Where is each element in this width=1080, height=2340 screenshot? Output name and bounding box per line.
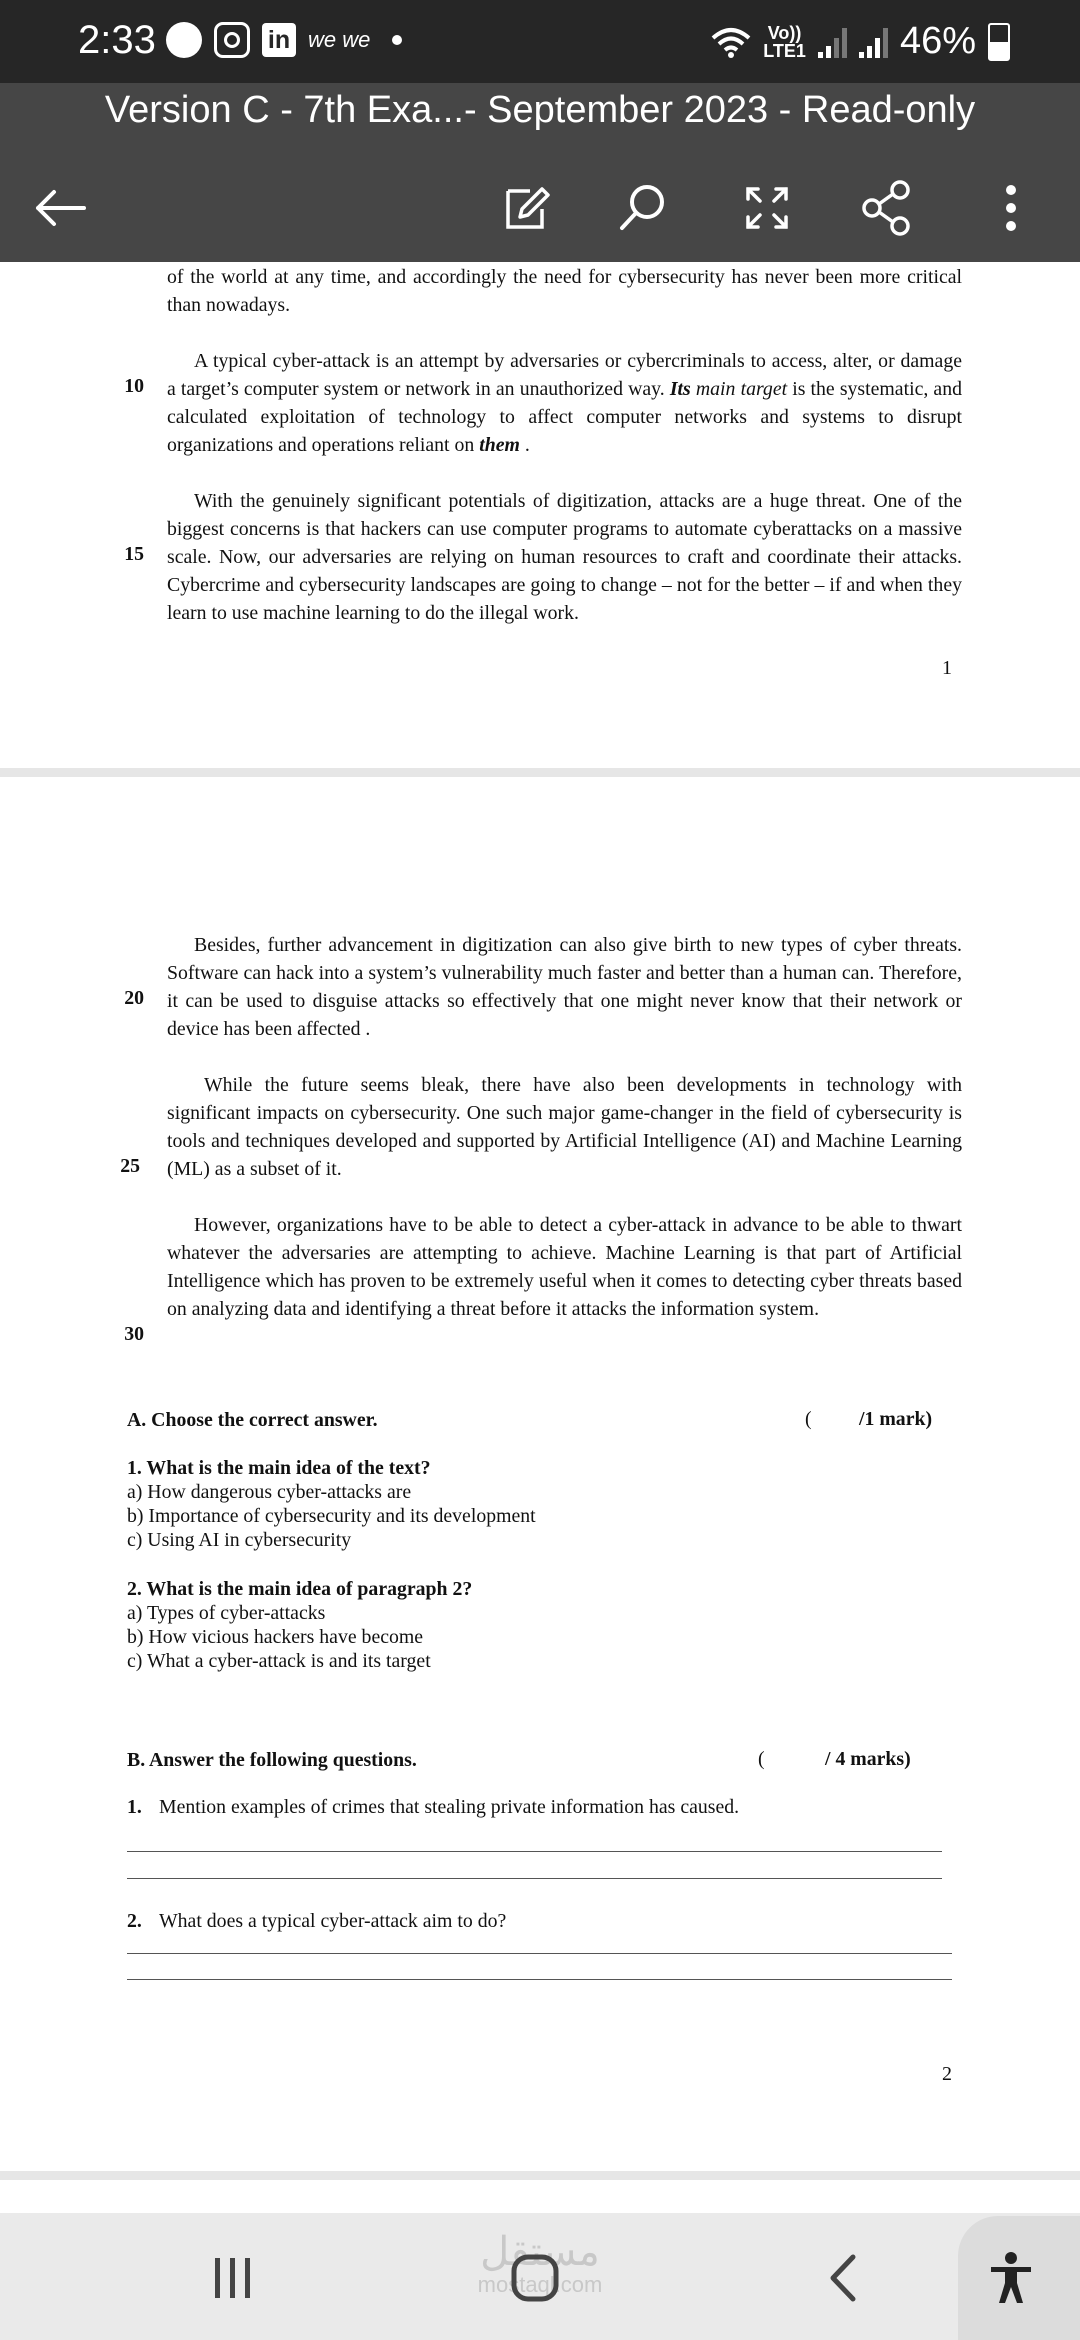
answer-line [127,1878,942,1879]
line-number-10: 10 [124,375,144,397]
wifi-icon [711,26,751,58]
paragraph-6: However, organizations have to be able to detect a cyber-attack in advance to be able to thwart whatever the adversaries are attempting to achieve. Machine Learning is that part of Artificial Intelligence which has proven to be extremely useful when it comes to detecting cyber threats based on analyzing data and identifying a threat before it attacks the information system. [167,1214,962,1320]
volte-indicator: Vo)) LTE1 [763,22,806,61]
share-icon[interactable] [851,173,921,243]
line-number-15: 15 [124,543,144,565]
option-a2-c: c) What a cyber-attack is and its target [127,1650,431,1672]
watermark: مستقل mostaql.com [477,2230,603,2297]
back-icon[interactable] [797,2233,887,2323]
page-separator [0,2171,1080,2180]
answer-line [127,1953,952,1954]
edit-icon[interactable] [492,173,562,243]
app-toolbar [0,83,1080,262]
paragraph-2: A typical cyber-attack is an attempt by adversaries or cybercriminals to access, alter, or damage a target’s computer system or network in an unauthorized way. Its main target is the systematic, and calculated exploitation of technology to affect computer networks and systems to disrupt organizations and operations reliant on them . [167,350,962,456]
question-b1-text: Mention examples of crimes that stealing private information has caused. [159,1796,740,1818]
answer-line [127,1851,942,1852]
fullscreen-icon[interactable] [732,173,802,243]
section-b-heading: B. Answer the following questions. [127,1749,417,1771]
line-number-25: 25 [120,1155,140,1177]
question-b2-text: What does a typical cyber-attack aim to do? [159,1910,507,1932]
page-number-1: 1 [942,657,952,679]
status-time: 2:33 [78,18,156,62]
accessibility-icon[interactable] [966,2233,1056,2323]
paragraph-1-end: of the world at any time, and accordingly the need for cybersecurity has never been more critical than nowadays. [167,266,962,316]
question-a1-text: 1. What is the main idea of the text? [127,1457,431,1479]
more-notifications-icon [392,35,402,45]
question-a2 [127,1577,472,1673]
signal-1-icon [818,26,847,58]
page-separator [0,768,1080,777]
section-b-mark: / 4 marks) [825,1748,911,1770]
section-a-mark-paren: ( [805,1408,812,1430]
option-a2-b: b) How vicious hackers have become [127,1626,424,1648]
page-number-2: 2 [942,2063,952,2085]
instagram-icon [214,22,250,58]
paragraph-5: While the future seems bleak, there have also been developments in technology with significant impacts on cybersecurity. One such major game-changer in the field of cybersecurity is tools and techniques developed and supported by Artificial Intelligence (AI) and Machine Learning (ML) as a subset of it. [167,1074,962,1180]
option-a1-b: b) Importance of cybersecurity and its development [127,1505,536,1527]
linkedin-icon: in [262,23,296,57]
we-app-icon: we we [308,27,371,52]
paragraph-3: With the genuinely significant potentials of digitization, attacks are a huge threat. One of the biggest concerns is that hackers can use computer programs to automate cyberattacks on a massive scale. Now, our adversaries are relying on human resources to craft and coordinate their attacks. Cybercrime and cybersecurity landscapes are going to change – not for the better – if and when they learn to use machine learning to do the illegal work. [167,490,962,624]
line-number-30: 30 [124,1323,144,1345]
section-a-mark: /1 mark) [859,1408,933,1430]
recent-apps-icon[interactable] [188,2233,278,2323]
home-icon[interactable] [490,2233,580,2323]
battery-percent: 46% [899,20,976,62]
battery-icon [988,23,1010,61]
question-b2-number: 2. [127,1910,142,1932]
phone-call-icon [166,22,202,58]
question-a2-text: 2. What is the main idea of paragraph 2? [127,1578,473,1600]
line-number-20: 20 [124,987,144,1009]
back-arrow-icon[interactable] [25,173,95,243]
paragraph-4: Besides, further advancement in digitization can also give birth to new types of cyber threats. Software can hack into a system’s vulnerability much faster and better than a human can. Therefore, it can be used to disguise attacks so effectively that one might never know that their network or device has been affected . [167,934,962,1040]
question-a1 [127,1456,536,1552]
option-a1-a: a) How dangerous cyber-attacks are [127,1481,412,1503]
section-b-mark-paren: ( [758,1748,765,1770]
notification-icons [166,22,402,58]
status-bar [0,0,1080,83]
option-a1-c: c) Using AI in cybersecurity [127,1529,352,1551]
signal-2-icon [859,26,888,58]
system-icons [711,20,1010,63]
option-a2-a: a) Types of cyber-attacks [127,1602,326,1624]
answer-line [127,1979,952,1980]
more-vert-icon[interactable] [976,173,1046,243]
document-title: Version C - 7th Exa...- September 2023 - Read-only [104,89,976,131]
question-b1-number: 1. [127,1796,142,1818]
search-icon[interactable] [608,173,678,243]
section-a-heading: A. Choose the correct answer. [127,1409,378,1431]
